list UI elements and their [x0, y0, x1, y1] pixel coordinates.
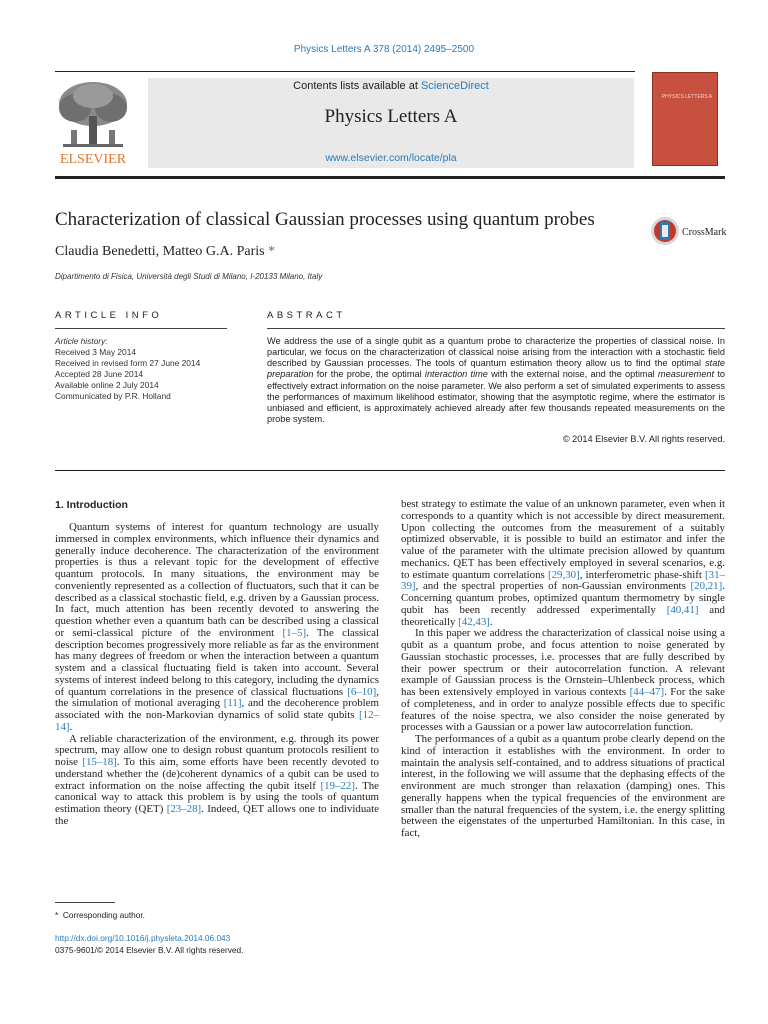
footnote-text: Corresponding author. [62, 910, 145, 920]
publisher-name: ELSEVIER [59, 152, 127, 166]
header-bottom-rule [55, 176, 725, 179]
crossmark-icon [651, 217, 679, 245]
citation-link[interactable]: [40,41] [666, 603, 699, 616]
elsevier-tree-logo [53, 78, 133, 166]
abstract-part: with the external noise, and the optimal [487, 369, 658, 380]
paragraph: The performances of a qubit as a quantum probe clearly depend on the kind of interaction it establishes with the environment. In order to maintain the analysis self-contained, and to address situations of practical interest, in the following we will assume that the dephasing effects of the environment are much stronger than relaxation (damping) ones. This generally happens when the typical frequencies of the environment are smaller than the natural frequencies of the system, i.e. the energy splitting between the eigenstates of the unperturbed Hamiltonian. In this case, in fact, [401, 733, 725, 839]
issn-line: 0375-9601/© 2014 Elsevier B.V. All rights reserved. [55, 945, 244, 955]
citation-link[interactable]: [12–14] [55, 709, 379, 733]
history-item: Received 3 May 2014 [55, 347, 137, 357]
contents-prefix: Contents lists available at [293, 80, 421, 92]
sciencedirect-link[interactable]: ScienceDirect [420, 80, 489, 92]
citation-link[interactable]: [1–5] [282, 626, 307, 639]
citation-link[interactable]: [29,30] [547, 568, 580, 581]
abstract-part: for the probe, the optimal [313, 369, 425, 380]
paragraph: In this paper we address the characterization of classical noise using a qubit as a quantum probe, and focus attention to noise generated by Gaussian stochastic processes, i.e. processes that are fully described by their power spectrum or their autocorrelation function. A relevant example of Gaussian process is the Ornstein–Uhlenbeck process, which has been extensively employed in various contexts [44–47]. For the sake of completeness, and in order to analyze possible effects due to specific features of the noise spectra, we also consider the noise generated by processes with a Gaussian or a power law autocorrelation function. [401, 627, 725, 734]
citation-link[interactable]: [15–18] [82, 756, 117, 768]
history-item: Available online 2 July 2014 [55, 380, 159, 390]
history-item: Communicated by P.R. Holland [55, 391, 171, 401]
doi-link[interactable]: http://dx.doi.org/10.1016/j.physleta.2014.06.043 [55, 933, 231, 943]
body-column-right [401, 499, 725, 840]
journal-name: Physics Letters A [324, 106, 458, 127]
citation-link[interactable]: [11] [223, 697, 242, 710]
contents-line [148, 80, 634, 92]
abstract-part: to effectively extract information on the noise parameter. We also perform a set of simulated experiments to assess the performances of maximum likelihood estimator, showing that the asymptotic regime, where the estimator is unbiased and efficient, is approximately achieved already after few thousands repeated measurements on the probe system. [267, 369, 726, 425]
article-title: Characterization of classical Gaussian processes using quantum probes [55, 209, 595, 230]
introduction-heading: 1. Introduction [55, 499, 128, 511]
crossmark-button[interactable] [650, 214, 730, 248]
cover-title: PHYSICS LETTERS A [661, 94, 713, 100]
abstract-copyright: © 2014 Elsevier B.V. All rights reserved. [562, 434, 725, 444]
article-history [55, 336, 235, 402]
footnote-mark: * [55, 910, 59, 920]
abstract-emphasis: interaction time [424, 369, 488, 380]
abstract-emphasis: measurement [657, 369, 715, 380]
author-list [55, 244, 275, 260]
affiliation: Dipartimento di Fisica, Università degli Studi di Milano, I-20133 Milano, Italy [55, 272, 323, 281]
corresponding-author-mark[interactable]: * [268, 244, 276, 259]
citation-link[interactable]: [6–10] [347, 685, 377, 698]
citation-link[interactable]: [19–22] [320, 779, 355, 792]
paragraph: A reliable characterization of the environment, e.g. through its power spectrum, may allow one to design robust quantum protocols resilient to noise [15–18]. To this aim, some efforts have been recently devoted to understand whether the (de)coherent dynamics of a qubit can be used to extract information on the noise affecting the qubit itself [19–22]. The canonical way to attack this problem is by using the tools of quantum estimation theory (QET) [23–28]. Indeed, QET allows one to individuate the [55, 732, 379, 827]
journal-url-link[interactable]: www.elsevier.com/locate/pla [325, 152, 457, 164]
abstract-text [267, 336, 725, 425]
abstract-part: We address the use of a single qubit as a quantum probe to characterize the properties of classical noise. In particular, we focus on the characterization of classical noise arising from the interaction with a stochastic field described by Gaussian processes. The tools of quantum estimation theory allow us to find the optimal [267, 336, 725, 369]
footnote [55, 910, 145, 920]
citation-link[interactable]: [23–28] [166, 803, 202, 815]
tree-icon [59, 82, 127, 147]
citation-link[interactable]: [42,43] [458, 615, 490, 628]
history-label: Article history: [55, 336, 108, 346]
citation-link[interactable]: [20,21] [690, 580, 723, 593]
header-rule [55, 71, 635, 72]
body-rule [55, 470, 725, 471]
article-info-rule [55, 328, 227, 329]
history-item: Accepted 28 June 2014 [55, 369, 144, 379]
paragraph: best strategy to estimate the value of an unknown parameter, even when it corresponds to a quantity which is not accessible by direct measurement. Upon collecting the outcomes from the measurement of a suitably optimized observable, it is possible to build an estimator and infer the value of the parameter with the ultimate precision allowed by quantum mechanics. QET has been effectively employed in several scenarios, e.g. to estimate quantum correlations [29,30], interferometric phase-shift [31–39], and the spectral properties of non-Gaussian environments [20,21]. Concerning quantum probes, optimized quantum thermometry by single qubit has been recently addressed experimentally [40,41] and theoretically [42,43]. [401, 498, 726, 628]
journal-reference[interactable]: Physics Letters A 378 (2014) 2495–2500 [293, 44, 475, 55]
citation-link[interactable]: [31–39] [401, 568, 726, 593]
abstract-emphasis: state preparation [267, 358, 725, 380]
footnote-rule [55, 902, 115, 903]
abstract-rule [267, 328, 725, 329]
journal-cover[interactable] [652, 72, 718, 166]
history-item: Received in revised form 27 June 2014 [55, 358, 201, 368]
citation-link[interactable]: [44–47] [629, 686, 665, 698]
body-column-left [55, 522, 379, 828]
article-info-heading: ARTICLE INFO [55, 310, 163, 321]
abstract-heading: ABSTRACT [267, 310, 346, 321]
authors: Claudia Benedetti, Matteo G.A. Paris [55, 244, 265, 259]
paragraph: Quantum systems of interest for quantum technology are usually immersed in complex environments, which influence their dynamics and generally induce decoherence. The characterization of the environment properties is thus a relevant topic for the development of effective quantum protocols. In many situations, the environment may be conveniently represented as a collection of fluctuators, such that it can be described as a classical stochastic field, e.g. driven by a Gaussian process. In fact, much attention has been recently devoted to answering the question whether even a quantum bath can be described using a classical or semi-classical picture of the environment [1–5]. The classical description becomes progressively more reliable as far as the environment has many degrees of freedom or when the interaction between a quantum system and a classical fluctuating field is taken into account. Several systems of interest indeed belong to this category, including the dynamics of quantum correlations in the presence of classical fluctuations [6–10], the simulation of motional averaging [11], and the decoherence problem associated with the non-Markovian dynamics of solid state qubits [12–14]. [55, 521, 379, 733]
crossmark-label: CrossMark [682, 227, 727, 238]
